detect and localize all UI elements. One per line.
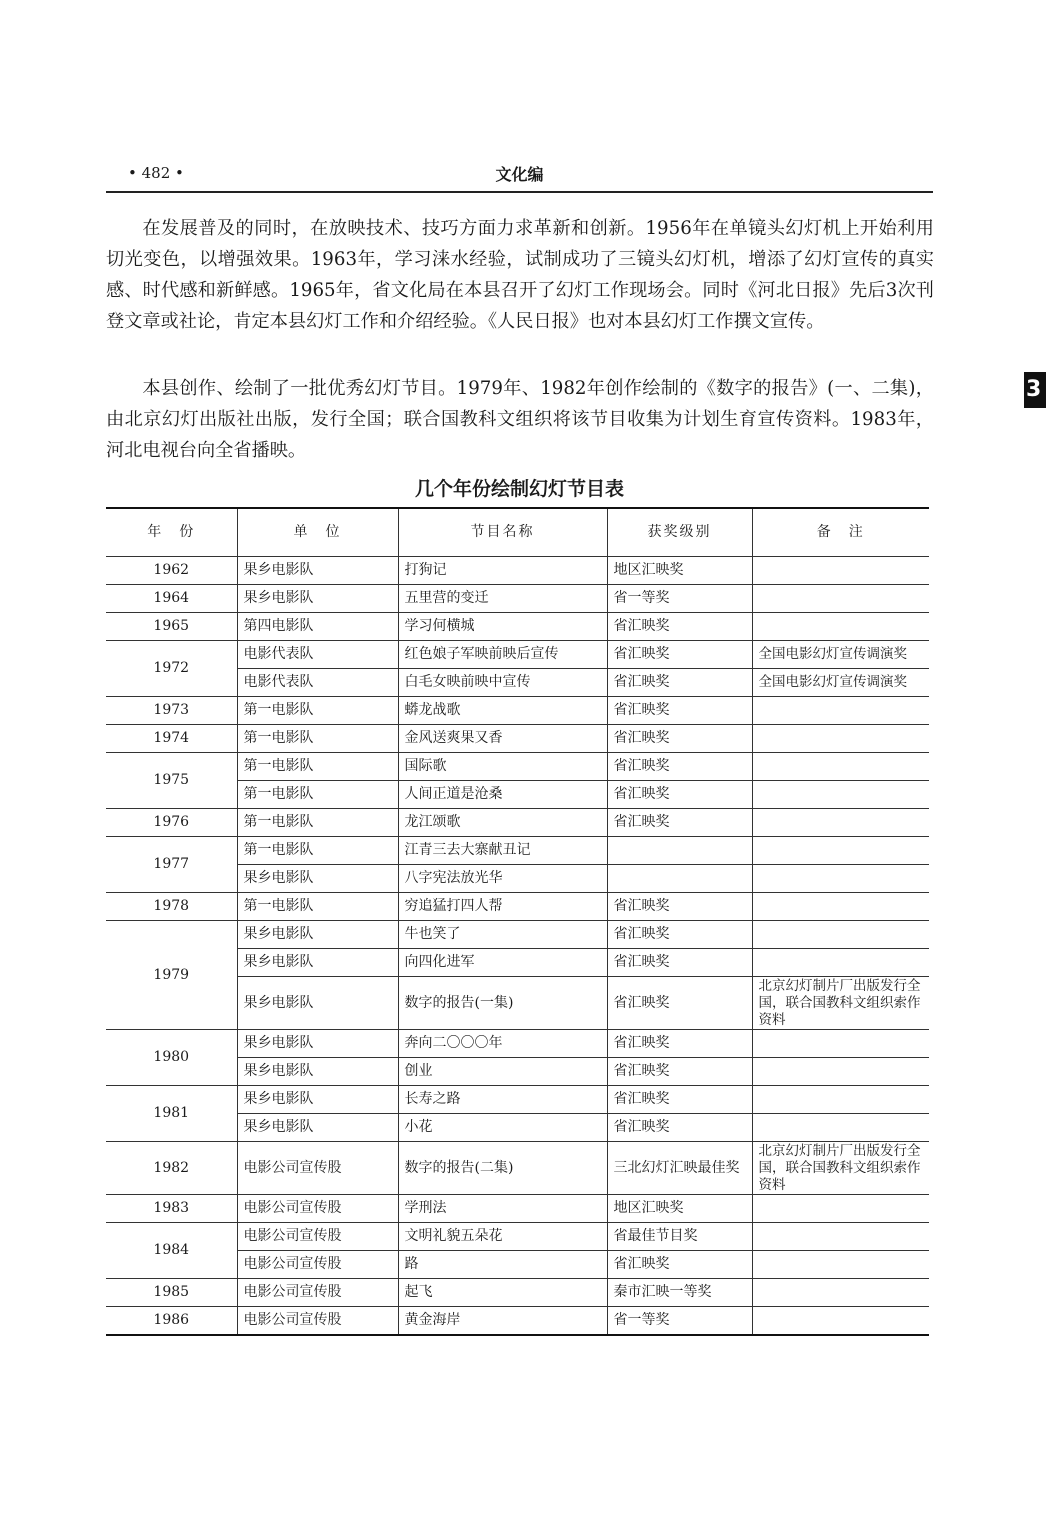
year-cell: 1982 [106,1142,237,1195]
table-row [106,641,929,669]
note-cell [752,1195,929,1223]
note-cell [752,725,929,753]
paragraph-1: 在发展普及的同时，在放映技术、技巧方面力求革新和创新。1956年在单镜头幻灯机上开始利用切光变色，以增强效果。1963年，学习涞水经验，试制成功了三镜头幻灯机，增添了幻灯宣传的真实感、时代感和新鲜感。1965年，省文化局在本县召开了幻灯工作现场会。同时《河北日报》先后3次刊登文章或社论，肯定本县幻灯工作和介绍经验。《人民日报》也对本县幻灯工作撰文宣传。 [106,218,934,332]
table-row [106,585,929,613]
note-cell [752,1058,929,1086]
header-rule [106,191,933,193]
unit-cell: 电影公司宣传股 [237,1279,398,1307]
award-cell [607,837,752,865]
edge-tab-mark: 3 [1024,372,1046,408]
unit-cell: 果乡电影队 [237,921,398,949]
table-row [106,613,929,641]
unit-cell: 果乡电影队 [237,557,398,585]
unit-cell: 果乡电影队 [237,1030,398,1058]
note-cell [752,753,929,781]
unit-cell: 第一电影队 [237,781,398,809]
note-cell [752,557,929,585]
program-name-cell: 向四化进军 [398,949,607,977]
unit-cell: 果乡电影队 [237,949,398,977]
award-cell [607,865,752,893]
program-name-cell: 学刑法 [398,1195,607,1223]
year-cell: 1977 [106,837,237,893]
table-row [106,1030,929,1058]
note-cell [752,809,929,837]
table-row [106,1086,929,1114]
table-row [106,921,929,949]
program-name-cell: 金风送爽果又香 [398,725,607,753]
program-name-cell: 五里营的变迁 [398,585,607,613]
page-number: • 482 • [128,164,184,182]
unit-cell: 第一电影队 [237,697,398,725]
unit-cell: 第一电影队 [237,809,398,837]
program-name-cell: 文明礼貌五朵花 [398,1223,607,1251]
note-cell: 全国电影幻灯宣传调演奖 [752,669,929,697]
note-cell [752,1251,929,1279]
program-name-cell: 穷追猛打四人帮 [398,893,607,921]
unit-cell: 果乡电影队 [237,585,398,613]
program-name-cell: 创业 [398,1058,607,1086]
program-name-cell: 数字的报告(二集) [398,1142,607,1195]
note-cell [752,921,929,949]
award-cell: 省汇映奖 [607,697,752,725]
year-cell: 1975 [106,753,237,809]
note-cell [752,949,929,977]
note-cell [752,781,929,809]
year-cell: 1984 [106,1223,237,1279]
table-header-row [106,508,929,557]
program-table [106,507,929,1336]
unit-cell: 电影代表队 [237,669,398,697]
header-note: 备 注 [752,508,929,557]
program-name-cell: 牛也笑了 [398,921,607,949]
year-cell: 1980 [106,1030,237,1086]
note-cell: 全国电影幻灯宣传调演奖 [752,641,929,669]
award-cell: 省汇映奖 [607,949,752,977]
award-cell: 秦市汇映一等奖 [607,1279,752,1307]
award-cell: 省汇映奖 [607,893,752,921]
note-cell: 北京幻灯制片厂出版发行全国，联合国教科文组织索作资料 [752,1142,929,1195]
award-cell: 地区汇映奖 [607,1195,752,1223]
table-row [106,837,929,865]
note-cell [752,865,929,893]
unit-cell: 电影代表队 [237,641,398,669]
program-name-cell: 路 [398,1251,607,1279]
award-cell: 地区汇映奖 [607,557,752,585]
table-row [106,1307,929,1336]
year-cell: 1983 [106,1195,237,1223]
note-cell [752,893,929,921]
award-cell: 三北幻灯汇映最佳奖 [607,1142,752,1195]
running-title: 文化编 [495,165,544,184]
table-row [106,1223,929,1251]
award-cell: 省汇映奖 [607,1086,752,1114]
program-name-cell: 起飞 [398,1279,607,1307]
note-cell [752,1086,929,1114]
award-cell: 省汇映奖 [607,921,752,949]
unit-cell: 果乡电影队 [237,1058,398,1086]
table-title: 几个年份绘制幻灯节目表 [414,478,624,500]
unit-cell: 电影公司宣传股 [237,1195,398,1223]
unit-cell: 第一电影队 [237,893,398,921]
award-cell: 省汇映奖 [607,1030,752,1058]
unit-cell: 第四电影队 [237,613,398,641]
award-cell: 省汇映奖 [607,669,752,697]
header-unit: 单 位 [237,508,398,557]
table-row [106,1142,929,1195]
note-cell [752,1223,929,1251]
note-cell [752,837,929,865]
unit-cell: 果乡电影队 [237,1114,398,1142]
year-cell: 1985 [106,1279,237,1307]
award-cell: 省一等奖 [607,1307,752,1336]
year-cell: 1979 [106,921,237,1030]
year-cell: 1973 [106,697,237,725]
program-name-cell: 黄金海岸 [398,1307,607,1336]
award-cell: 省汇映奖 [607,1114,752,1142]
table-row [106,1279,929,1307]
note-cell [752,1114,929,1142]
program-name-cell: 江青三去大寨献丑记 [398,837,607,865]
program-name-cell: 人间正道是沧桑 [398,781,607,809]
paragraph-2: 本县创作、绘制了一批优秀幻灯节目。1979年、1982年创作绘制的《数字的报告》(一、二集)，由北京幻灯出版社出版，发行全国；联合国教科文组织将该节目收集为计划生育宣传资料。1983年，河北电视台向全省播映。 [106,378,934,461]
award-cell: 省一等奖 [607,585,752,613]
header-year: 年 份 [106,508,237,557]
table-row [106,753,929,781]
note-cell [752,1030,929,1058]
program-name-cell: 奔向二〇〇〇年 [398,1030,607,1058]
year-cell: 1972 [106,641,237,697]
unit-cell: 电影公司宣传股 [237,1307,398,1336]
page-header [106,160,933,192]
program-name-cell: 龙江颂歌 [398,809,607,837]
year-cell: 1962 [106,557,237,585]
note-cell [752,613,929,641]
table-row [106,557,929,585]
award-cell: 省汇映奖 [607,1058,752,1086]
unit-cell: 第一电影队 [237,753,398,781]
program-name-cell: 国际歌 [398,753,607,781]
unit-cell: 电影公司宣传股 [237,1251,398,1279]
unit-cell: 果乡电影队 [237,865,398,893]
header-program: 节目名称 [398,508,607,557]
award-cell: 省汇映奖 [607,725,752,753]
note-cell [752,1279,929,1307]
unit-cell: 第一电影队 [237,837,398,865]
award-cell: 省汇映奖 [607,977,752,1030]
award-cell: 省汇映奖 [607,613,752,641]
unit-cell: 电影公司宣传股 [237,1223,398,1251]
table-row [106,809,929,837]
note-cell [752,697,929,725]
table-body [106,557,929,1336]
note-cell [752,1307,929,1336]
program-name-cell: 学习何横城 [398,613,607,641]
table-row [106,893,929,921]
year-cell: 1974 [106,725,237,753]
year-cell: 1981 [106,1086,237,1142]
unit-cell: 第一电影队 [237,725,398,753]
year-cell: 1965 [106,613,237,641]
table-row [106,725,929,753]
unit-cell: 电影公司宣传股 [237,1142,398,1195]
unit-cell: 果乡电影队 [237,977,398,1030]
award-cell: 省汇映奖 [607,753,752,781]
program-name-cell: 小花 [398,1114,607,1142]
unit-cell: 果乡电影队 [237,1086,398,1114]
table-row [106,1195,929,1223]
program-name-cell: 数字的报告(一集) [398,977,607,1030]
award-cell: 省汇映奖 [607,781,752,809]
program-name-cell: 蟒龙战歌 [398,697,607,725]
note-cell [752,585,929,613]
table-row [106,697,929,725]
year-cell: 1964 [106,585,237,613]
award-cell: 省汇映奖 [607,1251,752,1279]
year-cell: 1978 [106,893,237,921]
header-award: 获奖级别 [607,508,752,557]
award-cell: 省汇映奖 [607,641,752,669]
award-cell: 省最佳节目奖 [607,1223,752,1251]
program-name-cell: 红色娘子军映前映后宣传 [398,641,607,669]
year-cell: 1976 [106,809,237,837]
program-name-cell: 白毛女映前映中宣传 [398,669,607,697]
award-cell: 省汇映奖 [607,809,752,837]
program-name-cell: 长寿之路 [398,1086,607,1114]
program-name-cell: 八字宪法放光华 [398,865,607,893]
program-name-cell: 打狗记 [398,557,607,585]
note-cell: 北京幻灯制片厂出版发行全国，联合国教科文组织索作资料 [752,977,929,1030]
year-cell: 1986 [106,1307,237,1336]
